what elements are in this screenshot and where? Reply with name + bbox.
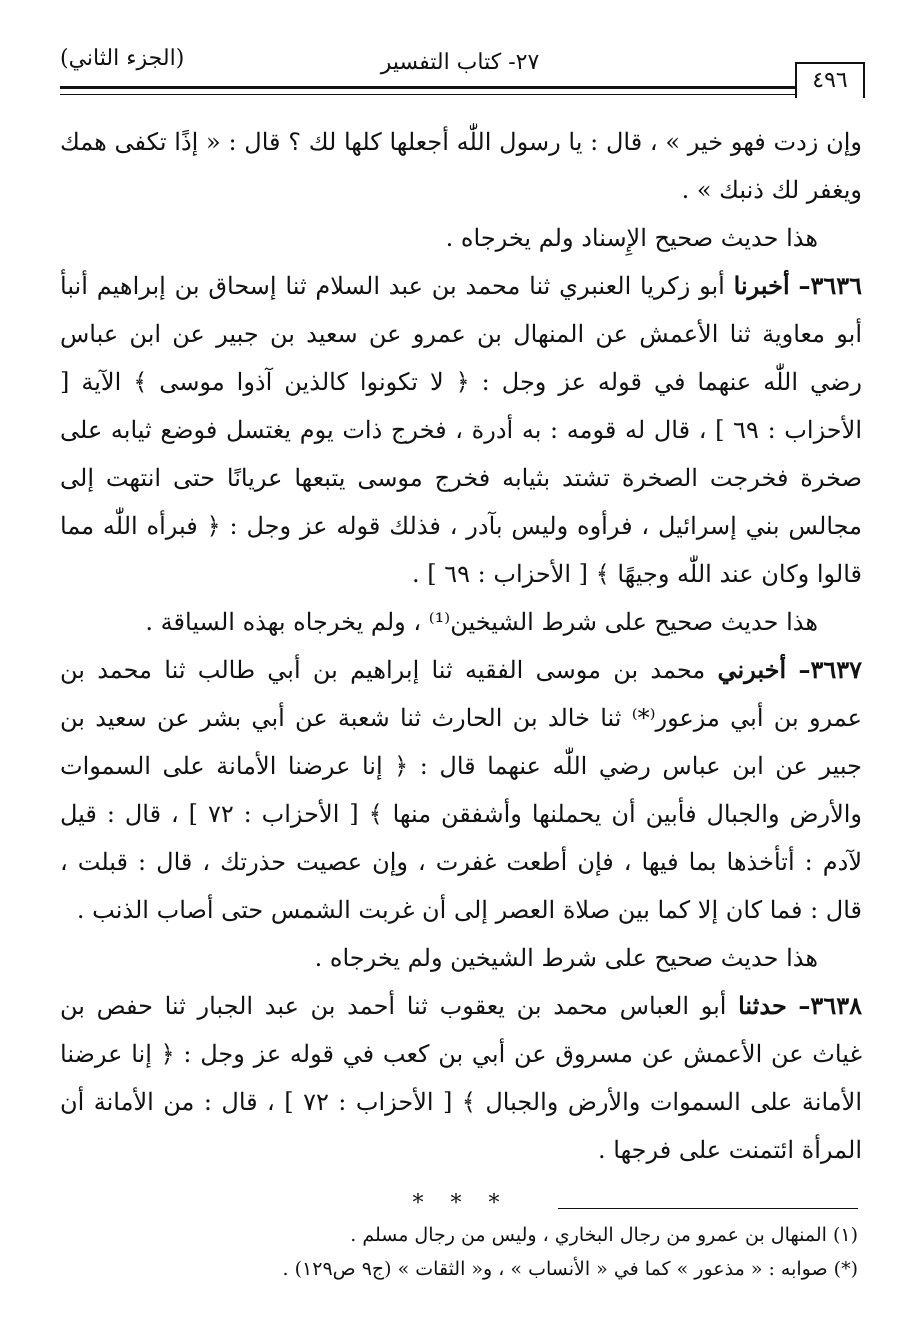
hadith-lead-word: أخبرنا [733,271,790,300]
hadith-text: أبو زكريا العنبري ثنا محمد بن عبد السلام ثنا إسحاق بن إبراهيم أنبأ أبو معاوية ثنا الأعمش عن المنهال بن عمرو عن سعيد بن جبير عن ابن عباس رضي اللّٰه عنهما في قوله عز وجل : ﴿ لا تكونوا كالذين آذوا موسى ﴾ الآية [ الأحزاب : ٦٩ ] ، قال له قومه : به أدرة ، فخرج ذات يوم يغتسل فوضع ثيابه على صخرة فخرجت الصخرة تشتد بثيابه فخرج موسى يتبعها عريانًا حتى انتهت إلى مجالس بني إسرائيل ، فرأوه وليس بآدر ، فذلك قوله عز وجل : ﴿ فبرأه اللّٰه مما قالوا وكان عند اللّٰه وجيهًا ﴾ [ الأحزاب : ٦٩ ] . [60,272,863,588]
grading-note: هذا حديث صحيح على شرط الشيخين ولم يخرجاه . [314,944,818,972]
hadith-3637 [60,646,862,934]
hadith-number: ٣٦٣٨– [798,991,862,1020]
hadith-number: ٣٦٣٧– [798,655,863,684]
grading-note: هذا حديث صحيح على شرط الشيخين⁽¹⁾ ، ولم يخرجاه بهذه السياقة . [145,608,818,636]
page-number-box: ٤٩٦ [795,62,865,98]
paragraph-continuation: وإن زدت فهو خير » ، قال : يا رسول اللّٰه أجعلها كلها لك ؟ قال : « إذًا تكفى همك ويغفر لك ذنبك » . [60,128,862,204]
hadith-lead-word: أخبرني [717,655,787,684]
main-text [60,118,862,1228]
footnote-rule [558,1208,858,1209]
hadith-text: محمد بن موسى الفقيه ثنا إبراهيم بن أبي طالب ثنا محمد بن عمرو بن أبي مزعور⁽*⁾ ثنا خالد بن الحارث ثنا شعبة عن أبي بشر عن سعيد بن جبير عن ابن عباس رضي اللّٰه عنهما قال : ﴿ إنا عرضنا الأمانة على السموات والأرض والجبال فأبين أن يحملنها وأشفقن منها ﴾ [ الأحزاب : ٧٢ ] ، قال : قيل لآدم : أتأخذها بما فيها ، فإن أطعت غفرت ، وإن عصيت حذرتك ، قال : قبلت ، قال : فما كان إلا كما بين صلاة العصر إلى أن غربت الشمس حتى أصاب الذنب . [60,656,863,924]
footnotes [56,1218,858,1286]
hadith-lead-word: حدثنا [738,991,787,1020]
grading-note: هذا حديث صحيح الإِسناد ولم يخرجاه . [445,224,818,252]
hadith-text: أبو العباس محمد بن يعقوب ثنا أحمد بن عبد الجبار ثنا حفص بن غياث عن الأعمش عن مسروق عن أبي بن كعب في قوله عز وجل : ﴿ إنا عرضنا الأمانة على السموات والأرض والجبال ﴾ [ الأحزاب : ٧٢ ] ، قال : من الأمانة أن المرأة ائتمنت على فرجها . [60,992,862,1164]
hadith-number: ٣٦٣٦– [798,271,862,300]
section-separator: * * * [412,1191,510,1216]
chapter-title: ٢٧- كتاب التفسير [380,50,540,75]
hadith-3638 [60,982,862,1174]
volume-part-label: (الجزء الثاني) [60,46,185,71]
hadith-3636 [60,262,862,598]
footnote-star: (*) صوابه : « مذعور » كما في « الأنساب » ، و« الثقات » (ج٩ ص١٢٩) . [282,1258,858,1280]
header-rule [60,86,850,95]
footnote-1: (١) المنهال بن عمرو من رجال البخاري ، وليس من رجال مسلم . [350,1224,858,1246]
